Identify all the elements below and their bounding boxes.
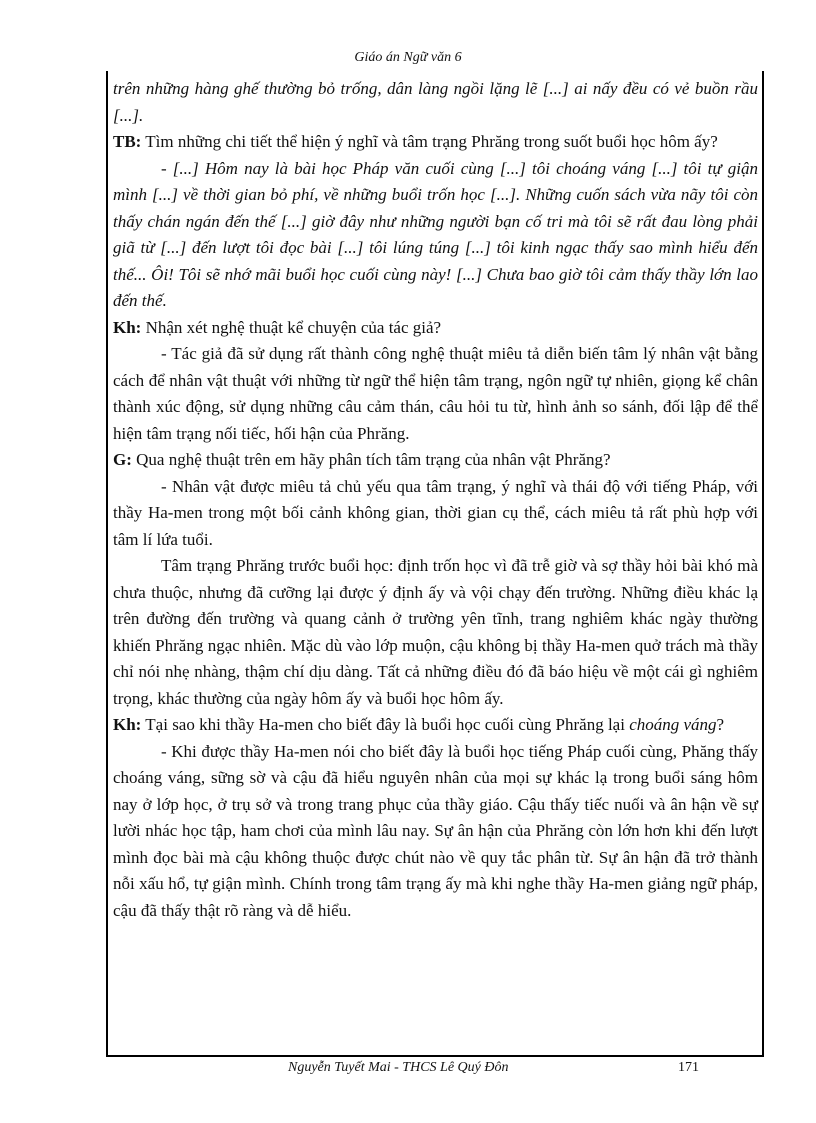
answer-paragraph-before-class: Tâm trạng Phrăng trước buổi học: định trốn học vì đã trễ giờ và sợ thầy hỏi bài khó mà chưa thuộc, nhưng đã cưỡng lại được ý định ấy và vội chạy đến trường. Những điều khác lạ trên đường đến trường và quang cảnh ở trường yên tĩnh, trang nghiêm khác ngày thường khiến Phrăng ngạc nhiên. Mặc dù vào lớp muộn, cậu không bị thầy Ha-men quở trách mà thầy chỉ nói nhẹ nhàng, thậm chí dịu dàng. Tất cả những điều đó đã báo hiệu về một cái gì nghiêm trọng, khác thường của ngày hôm ấy và buổi học hôm ấy. bbox=[113, 556, 758, 708]
question-label: Kh: bbox=[113, 317, 142, 337]
page-number: 171 bbox=[678, 1060, 699, 1075]
quote-paragraph: trên những hàng ghế thường bỏ trống, dân làng ngồi lặng lẽ [...] ai nấy đều có vẻ buồn rầu [...]. bbox=[113, 79, 758, 125]
question-label: TB: bbox=[113, 132, 142, 151]
question-kh-why bbox=[113, 712, 758, 739]
answer-paragraph-why: - Khi được thầy Ha-men nói cho biết đây là buổi học tiếng Pháp cuối cùng, Phăng thấy choáng váng, sững sờ và cậu đã hiểu nguyên nhân của mọi sự khác lạ trong buổi sáng hôm nay ở lớp học, ở trụ sở và trong trang phục của thầy giáo. Cậu thấy tiếc nuối và ân hận về sự lười nhác học tập, ham chơi của mình lâu nay. Sự ân hận của Phrăng còn lớn hơn khi đến lượt mình đọc bài mà cậu không thuộc được chút nào về quy tắc phân từ. Sự ân hận đã trở thành nỗi xấu hổ, tự giận mình. Chính trong tâm trạng ấy mà khi nghe thầy Ha-men giảng ngữ pháp, cậu đã thấy thật rõ ràng và dễ hiểu. bbox=[113, 741, 758, 920]
question-text: Nhận xét nghệ thuật kể chuyện của tác giả? bbox=[141, 317, 442, 337]
question-end: ? bbox=[716, 715, 725, 734]
lesson-content bbox=[113, 76, 758, 924]
question-text: Tìm những chi tiết thể hiện ý nghĩ và tâm trạng Phrăng trong suốt buổi học hôm ấy? bbox=[141, 132, 718, 151]
quote-paragraph-details: - [...] Hôm nay là bài học Pháp văn cuối cùng [...] tôi choáng váng [...] tôi tự giận mình [...] về thời gian bỏ phí, về những buổi trốn học [...]. Những cuốn sách vừa nãy tôi còn thấy chán ngán đến thế [...] giờ đây như những người bạn cố tri mà tôi sẽ rất đau lòng phải giã từ [...] đến lượt tôi đọc bài [...] tôi lúng túng [...] tôi kinh ngạc thấy sao mình hiểu đến thế... Ôi! Tôi sẽ nhớ mãi buổi học cuối cùng này! [...] Chưa bao giờ tôi cảm thấy thầy lớn lao đến thế. bbox=[113, 158, 758, 310]
answer-paragraph-character: - Nhân vật được miêu tả chủ yếu qua tâm trạng, ý nghĩ và thái độ với tiếng Pháp, với thầy Ha-men trong một bối cảnh không gian, thời gian cụ thể, cách miêu tả rất phù hợp với tâm lí lứa tuổi. bbox=[113, 476, 758, 549]
question-text: Tại sao khi thầy Ha-men cho biết đây là buổi học cuối cùng Phrăng lại bbox=[141, 715, 630, 734]
question-text: Qua nghệ thuật trên em hãy phân tích tâm trạng của nhân vật Phrăng? bbox=[131, 450, 611, 469]
question-italic-text: choáng váng bbox=[629, 715, 717, 734]
question-g bbox=[113, 447, 758, 474]
page-header: Giáo án Ngữ văn 6 bbox=[354, 50, 462, 65]
question-kh-art bbox=[113, 315, 758, 342]
answer-paragraph-art: - Tác giả đã sử dụng rất thành công nghệ thuật miêu tả diễn biến tâm lý nhân vật bằng cách để nhân vật thuật với những từ ngữ thể hiện tâm trạng, ngôn ngữ tự nhiên, giọng kể chân thành xúc động, sử dụng những câu cảm thán, câu hỏi tu từ, hình ảnh so sánh, đối lập để thể hiện tâm trạng nối tiếc, hối hận của Phrăng. bbox=[113, 344, 758, 443]
question-tb bbox=[113, 129, 758, 156]
footer-author: Nguyễn Tuyết Mai - THCS Lê Quý Đôn bbox=[288, 1060, 509, 1075]
question-label: G: bbox=[113, 450, 132, 469]
question-label: Kh: bbox=[113, 715, 142, 734]
